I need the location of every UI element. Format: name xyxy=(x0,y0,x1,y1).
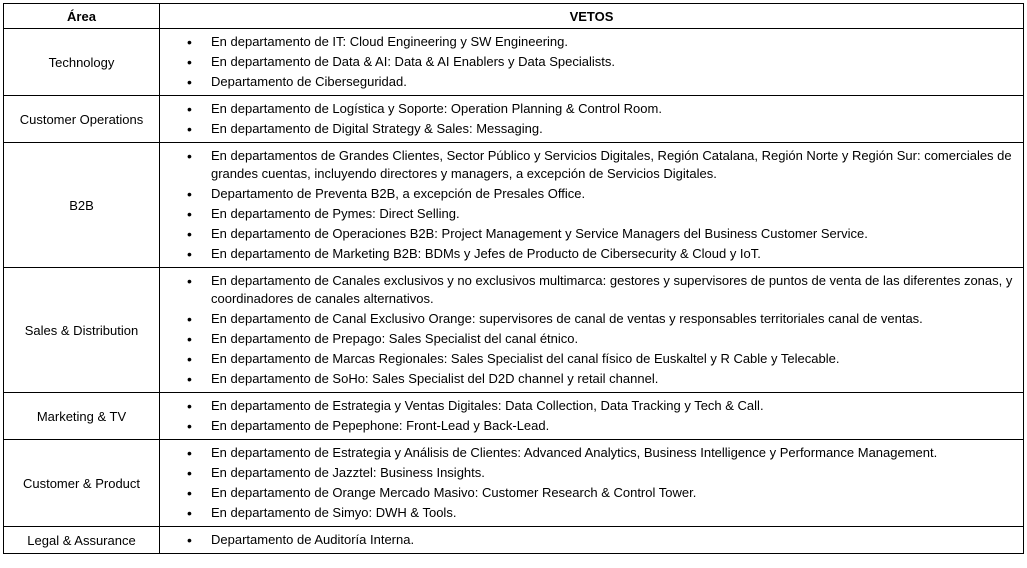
list-item: • En departamento de Estrategia y Ventas Digitales: Data Collection, Data Tracking y Tech & Call. xyxy=(187,397,1015,415)
vetos-list xyxy=(187,33,1015,91)
vetos-table xyxy=(3,3,1024,554)
list-item: • En departamento de Logística y Soporte: Operation Planning & Control Room. xyxy=(187,100,1015,118)
area-cell: Sales & Distribution xyxy=(4,268,160,393)
vetos-list xyxy=(187,100,1015,138)
vetos-list xyxy=(187,444,1015,522)
list-item: • Departamento de Preventa B2B, a excepción de Presales Office. xyxy=(187,185,1015,203)
table-row xyxy=(4,393,1024,440)
vetos-list xyxy=(187,397,1015,435)
vetos-cell xyxy=(160,527,1024,554)
header-area: Área xyxy=(4,4,160,29)
area-cell: Marketing & TV xyxy=(4,393,160,440)
list-item: • En departamento de IT: Cloud Engineering y SW Engineering. xyxy=(187,33,1015,51)
list-item: • En departamento de Pymes: Direct Selling. xyxy=(187,205,1015,223)
list-item: • En departamento de Estrategia y Análisis de Clientes: Advanced Analytics, Business Intelligence y Performance Management. xyxy=(187,444,1015,462)
vetos-cell xyxy=(160,268,1024,393)
list-item: • En departamento de Simyo: DWH & Tools. xyxy=(187,504,1015,522)
table-row xyxy=(4,96,1024,143)
table-row xyxy=(4,143,1024,268)
list-item: • En departamento de Canal Exclusivo Orange: supervisores de canal de ventas y responsables territoriales canal de ventas. xyxy=(187,310,1015,328)
list-item: • En departamento de Canales exclusivos y no exclusivos multimarca: gestores y supervisores de puntos de venta de las diferentes zonas, y coordinadores de canales alternativos. xyxy=(187,272,1015,308)
list-item: • En departamento de Orange Mercado Masivo: Customer Research & Control Tower. xyxy=(187,484,1015,502)
vetos-cell xyxy=(160,143,1024,268)
list-item: • En departamento de Marcas Regionales: Sales Specialist del canal físico de Euskaltel y R Cable y Telecable. xyxy=(187,350,1015,368)
area-cell: Customer Operations xyxy=(4,96,160,143)
area-cell: B2B xyxy=(4,143,160,268)
vetos-cell xyxy=(160,393,1024,440)
list-item: • En departamento de Digital Strategy & Sales: Messaging. xyxy=(187,120,1015,138)
list-item: • En departamentos de Grandes Clientes, Sector Público y Servicios Digitales, Región Catalana, Región Norte y Región Sur: comerciales de grandes cuentas, incluyendo directores y managers, a excepción de Servicios Digitales. xyxy=(187,147,1015,183)
list-item: • En departamento de Jazztel: Business Insights. xyxy=(187,464,1015,482)
area-cell: Technology xyxy=(4,29,160,96)
list-item: • En departamento de Pepephone: Front-Lead y Back-Lead. xyxy=(187,417,1015,435)
vetos-cell xyxy=(160,96,1024,143)
table-row xyxy=(4,268,1024,393)
table-row xyxy=(4,29,1024,96)
vetos-cell xyxy=(160,440,1024,527)
area-cell: Legal & Assurance xyxy=(4,527,160,554)
table-row xyxy=(4,440,1024,527)
header-vetos: VETOS xyxy=(160,4,1024,29)
list-item: • En departamento de Operaciones B2B: Project Management y Service Managers del Business Customer Service. xyxy=(187,225,1015,243)
vetos-cell xyxy=(160,29,1024,96)
list-item: • En departamento de SoHo: Sales Specialist del D2D channel y retail channel. xyxy=(187,370,1015,388)
table-row xyxy=(4,527,1024,554)
list-item: • En departamento de Data & AI: Data & AI Enablers y Data Specialists. xyxy=(187,53,1015,71)
list-item: • En departamento de Marketing B2B: BDMs y Jefes de Producto de Cibersecurity & Cloud y IoT. xyxy=(187,245,1015,263)
vetos-list xyxy=(187,272,1015,388)
vetos-list xyxy=(187,147,1015,263)
vetos-list xyxy=(187,531,1015,549)
list-item: • Departamento de Ciberseguridad. xyxy=(187,73,1015,91)
list-item: • Departamento de Auditoría Interna. xyxy=(187,531,1015,549)
area-cell: Customer & Product xyxy=(4,440,160,527)
header-row xyxy=(4,4,1024,29)
list-item: • En departamento de Prepago: Sales Specialist del canal étnico. xyxy=(187,330,1015,348)
table-body xyxy=(4,29,1024,554)
